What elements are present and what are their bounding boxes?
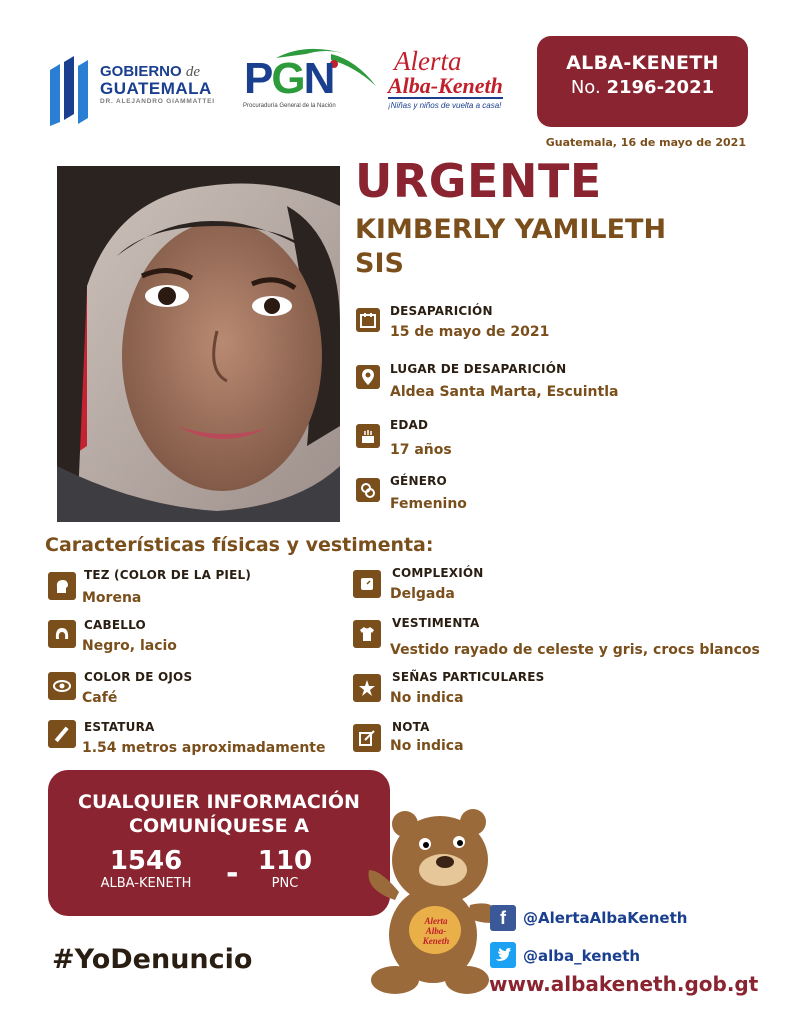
- bear-mascot-icon: [355, 800, 505, 1000]
- birthday-cake-icon: [356, 424, 380, 448]
- contact-box: [48, 770, 390, 916]
- name-line-2: SIS: [355, 248, 404, 279]
- physical-section-title: Características físicas y vestimenta:: [45, 534, 434, 556]
- contact-line-1: CUALQUIER INFORMACIÓN: [78, 791, 360, 813]
- info-value-age: 17 años: [390, 442, 452, 458]
- case-title: ALBA-KENETH: [566, 52, 719, 74]
- shirt-icon: [353, 620, 381, 648]
- gov-president: DR. ALEJANDRO GIAMMATTEI: [100, 98, 215, 105]
- phys-label-build: COMPLEXIÓN: [392, 566, 484, 580]
- alba-keneth-word: Alba-Keneth: [388, 73, 503, 98]
- urgent-heading: URGENTE: [355, 154, 602, 208]
- ruler-icon: [48, 720, 76, 748]
- facebook-handle[interactable]: @AlertaAlbaKeneth: [523, 909, 688, 927]
- info-value-location: Aldea Santa Marta, Escuintla: [390, 384, 619, 400]
- gov-line1: GOBIERNO: [100, 63, 182, 80]
- info-value-gender: Femenino: [390, 496, 467, 512]
- mascot-badge-line-2: Alba-Keneth: [422, 926, 450, 946]
- gov-line2: GUATEMALA: [100, 79, 212, 98]
- phys-value-height: 1.54 metros aproximadamente: [82, 740, 326, 756]
- note-icon: [353, 724, 381, 752]
- phys-label-clothing: VESTIMENTA: [392, 616, 480, 630]
- info-label-location: LUGAR DE DESAPARICIÓN: [390, 362, 567, 376]
- hotline-pnc: [250, 846, 320, 891]
- gov-de: de: [185, 64, 201, 80]
- info-label-disappearance: DESAPARICIÓN: [390, 304, 493, 318]
- phys-label-eyes: COLOR DE OJOS: [84, 670, 193, 684]
- hotline-alba-keneth: [96, 846, 196, 891]
- twitter-icon[interactable]: [490, 942, 516, 968]
- name-line-1: KIMBERLY YAMILETH: [355, 214, 667, 245]
- hotline-label-alba-keneth: ALBA-KENETH: [100, 876, 192, 891]
- pgn-p: P: [244, 54, 272, 103]
- alerta-slogan: ¡Niñas y niños de vuelta a casa!: [388, 101, 502, 110]
- info-label-age: EDAD: [390, 418, 429, 432]
- pgn-g: G: [271, 54, 304, 103]
- government-name: [100, 64, 215, 106]
- hotline-separator: -: [226, 856, 239, 891]
- phys-label-marks: SEÑAS PARTICULARES: [392, 670, 545, 684]
- contact-line-2: COMUNÍQUESE A: [129, 815, 309, 837]
- phys-label-height: ESTATURA: [84, 720, 155, 734]
- location-pin-icon: [356, 365, 380, 389]
- scale-icon: [353, 570, 381, 598]
- website-link[interactable]: www.albakeneth.gob.gt: [489, 972, 759, 996]
- mascot-badge: [414, 916, 458, 946]
- alerta-logo: [388, 48, 503, 110]
- case-no-label: No.: [570, 77, 601, 98]
- head-icon: [48, 572, 76, 600]
- phys-value-eyes: Café: [82, 690, 118, 706]
- phys-label-hair: CABELLO: [84, 618, 146, 632]
- phys-label-note: NOTA: [392, 720, 430, 734]
- star-icon: [353, 674, 381, 702]
- guatemala-government-logo-icon: [46, 56, 94, 126]
- eye-icon: [48, 672, 76, 700]
- alerta-word: Alerta: [394, 46, 462, 76]
- hair-icon: [48, 620, 76, 648]
- phys-value-skin: Morena: [82, 590, 142, 606]
- phys-value-marks: No indica: [390, 690, 464, 706]
- gender-icon: [356, 478, 380, 502]
- hashtag: #YoDenuncio: [52, 944, 253, 975]
- twitter-handle[interactable]: @alba_keneth: [523, 947, 641, 965]
- phys-value-note: No indica: [390, 738, 464, 754]
- mascot-badge-line-1: Alerta: [424, 916, 448, 926]
- hotline-number-1546: 1546: [109, 846, 183, 876]
- pgn-wordmark: [244, 54, 333, 104]
- phys-value-build: Delgada: [390, 586, 455, 602]
- phys-value-hair: Negro, lacio: [82, 638, 177, 654]
- info-label-gender: GÉNERO: [390, 474, 447, 488]
- info-value-disappearance: 15 de mayo de 2021: [390, 324, 550, 340]
- pgn-n: N: [303, 54, 334, 103]
- hotline-number-110: 110: [257, 846, 313, 876]
- case-number: 2196-2021: [606, 77, 715, 98]
- phys-label-skin: TEZ (COLOR DE LA PIEL): [84, 568, 252, 582]
- calendar-icon: [356, 308, 380, 332]
- hotline-label-pnc: PNC: [271, 876, 299, 891]
- issue-date: Guatemala, 16 de mayo de 2021: [545, 136, 746, 149]
- phys-value-clothing: Vestido rayado de celeste y gris, crocs blancos: [390, 642, 760, 658]
- missing-person-name: [355, 213, 666, 281]
- facebook-icon[interactable]: f: [490, 905, 516, 931]
- pgn-subtitle: Procuraduría General de la Nación: [243, 103, 336, 109]
- missing-person-photo: [57, 166, 340, 522]
- case-number-box: [537, 36, 748, 127]
